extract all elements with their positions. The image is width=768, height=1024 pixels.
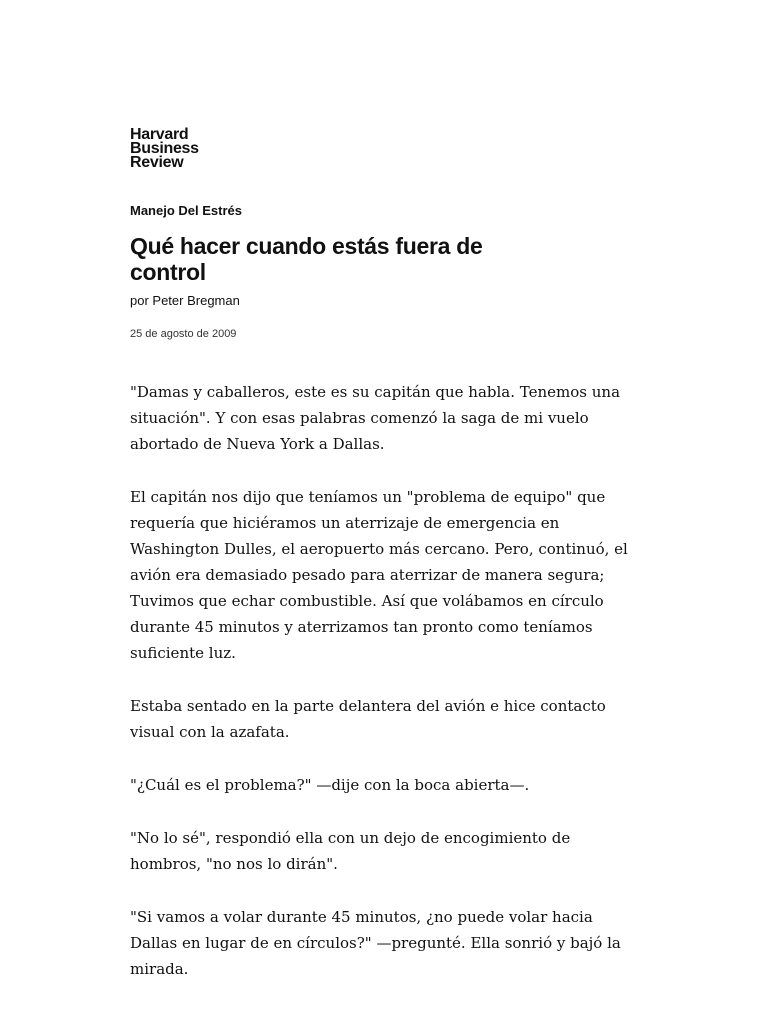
hbr-logo — [130, 128, 199, 170]
paragraph: El capitán nos dijo que teníamos un "problema de equipo" que requería que hiciéramos un aterrizaje de emergencia en Washington Dulles, el aeropuerto más cercano. Pero, continuó, el avión era demasiado pesado para aterrizar de manera segura; Tuvimos que echar combustible. Así que volábamos en círculo durante 45 minutos y aterrizamos tan pronto como teníamos suficiente luz. — [130, 488, 628, 662]
topic-label: Manejo Del Estrés — [130, 203, 242, 218]
paragraph: "¿Cuál es el problema?" —dije con la boca abierta—. — [130, 776, 530, 794]
paragraph: "No lo sé", respondió ella con un dejo de encogimiento de hombros, "no nos lo dirán". — [130, 829, 571, 873]
paragraph: "Damas y caballeros, este es su capitán que habla. Tenemos una situación". Y con esas palabras comenzó la saga de mi vuelo abortado de Nueva York a Dallas. — [130, 383, 621, 453]
logo-line: Review — [130, 154, 184, 171]
paragraph: Estaba sentado en la parte delantera del avión e hice contacto visual con la azafata. — [130, 697, 606, 741]
article-body — [130, 379, 635, 1009]
article-author: por Peter Bregman — [130, 293, 240, 308]
article-title: Qué hacer cuando estás fuera de control — [130, 233, 483, 285]
article-date: 25 de agosto de 2009 — [130, 328, 237, 340]
logo-line: Business — [130, 140, 199, 157]
paragraph: "Si vamos a volar durante 45 minutos, ¿no puede volar hacia Dallas en lugar de en círculos?" —pregunté. Ella sonrió y bajó la mirada. — [130, 908, 621, 978]
logo-line: Harvard — [130, 126, 189, 143]
